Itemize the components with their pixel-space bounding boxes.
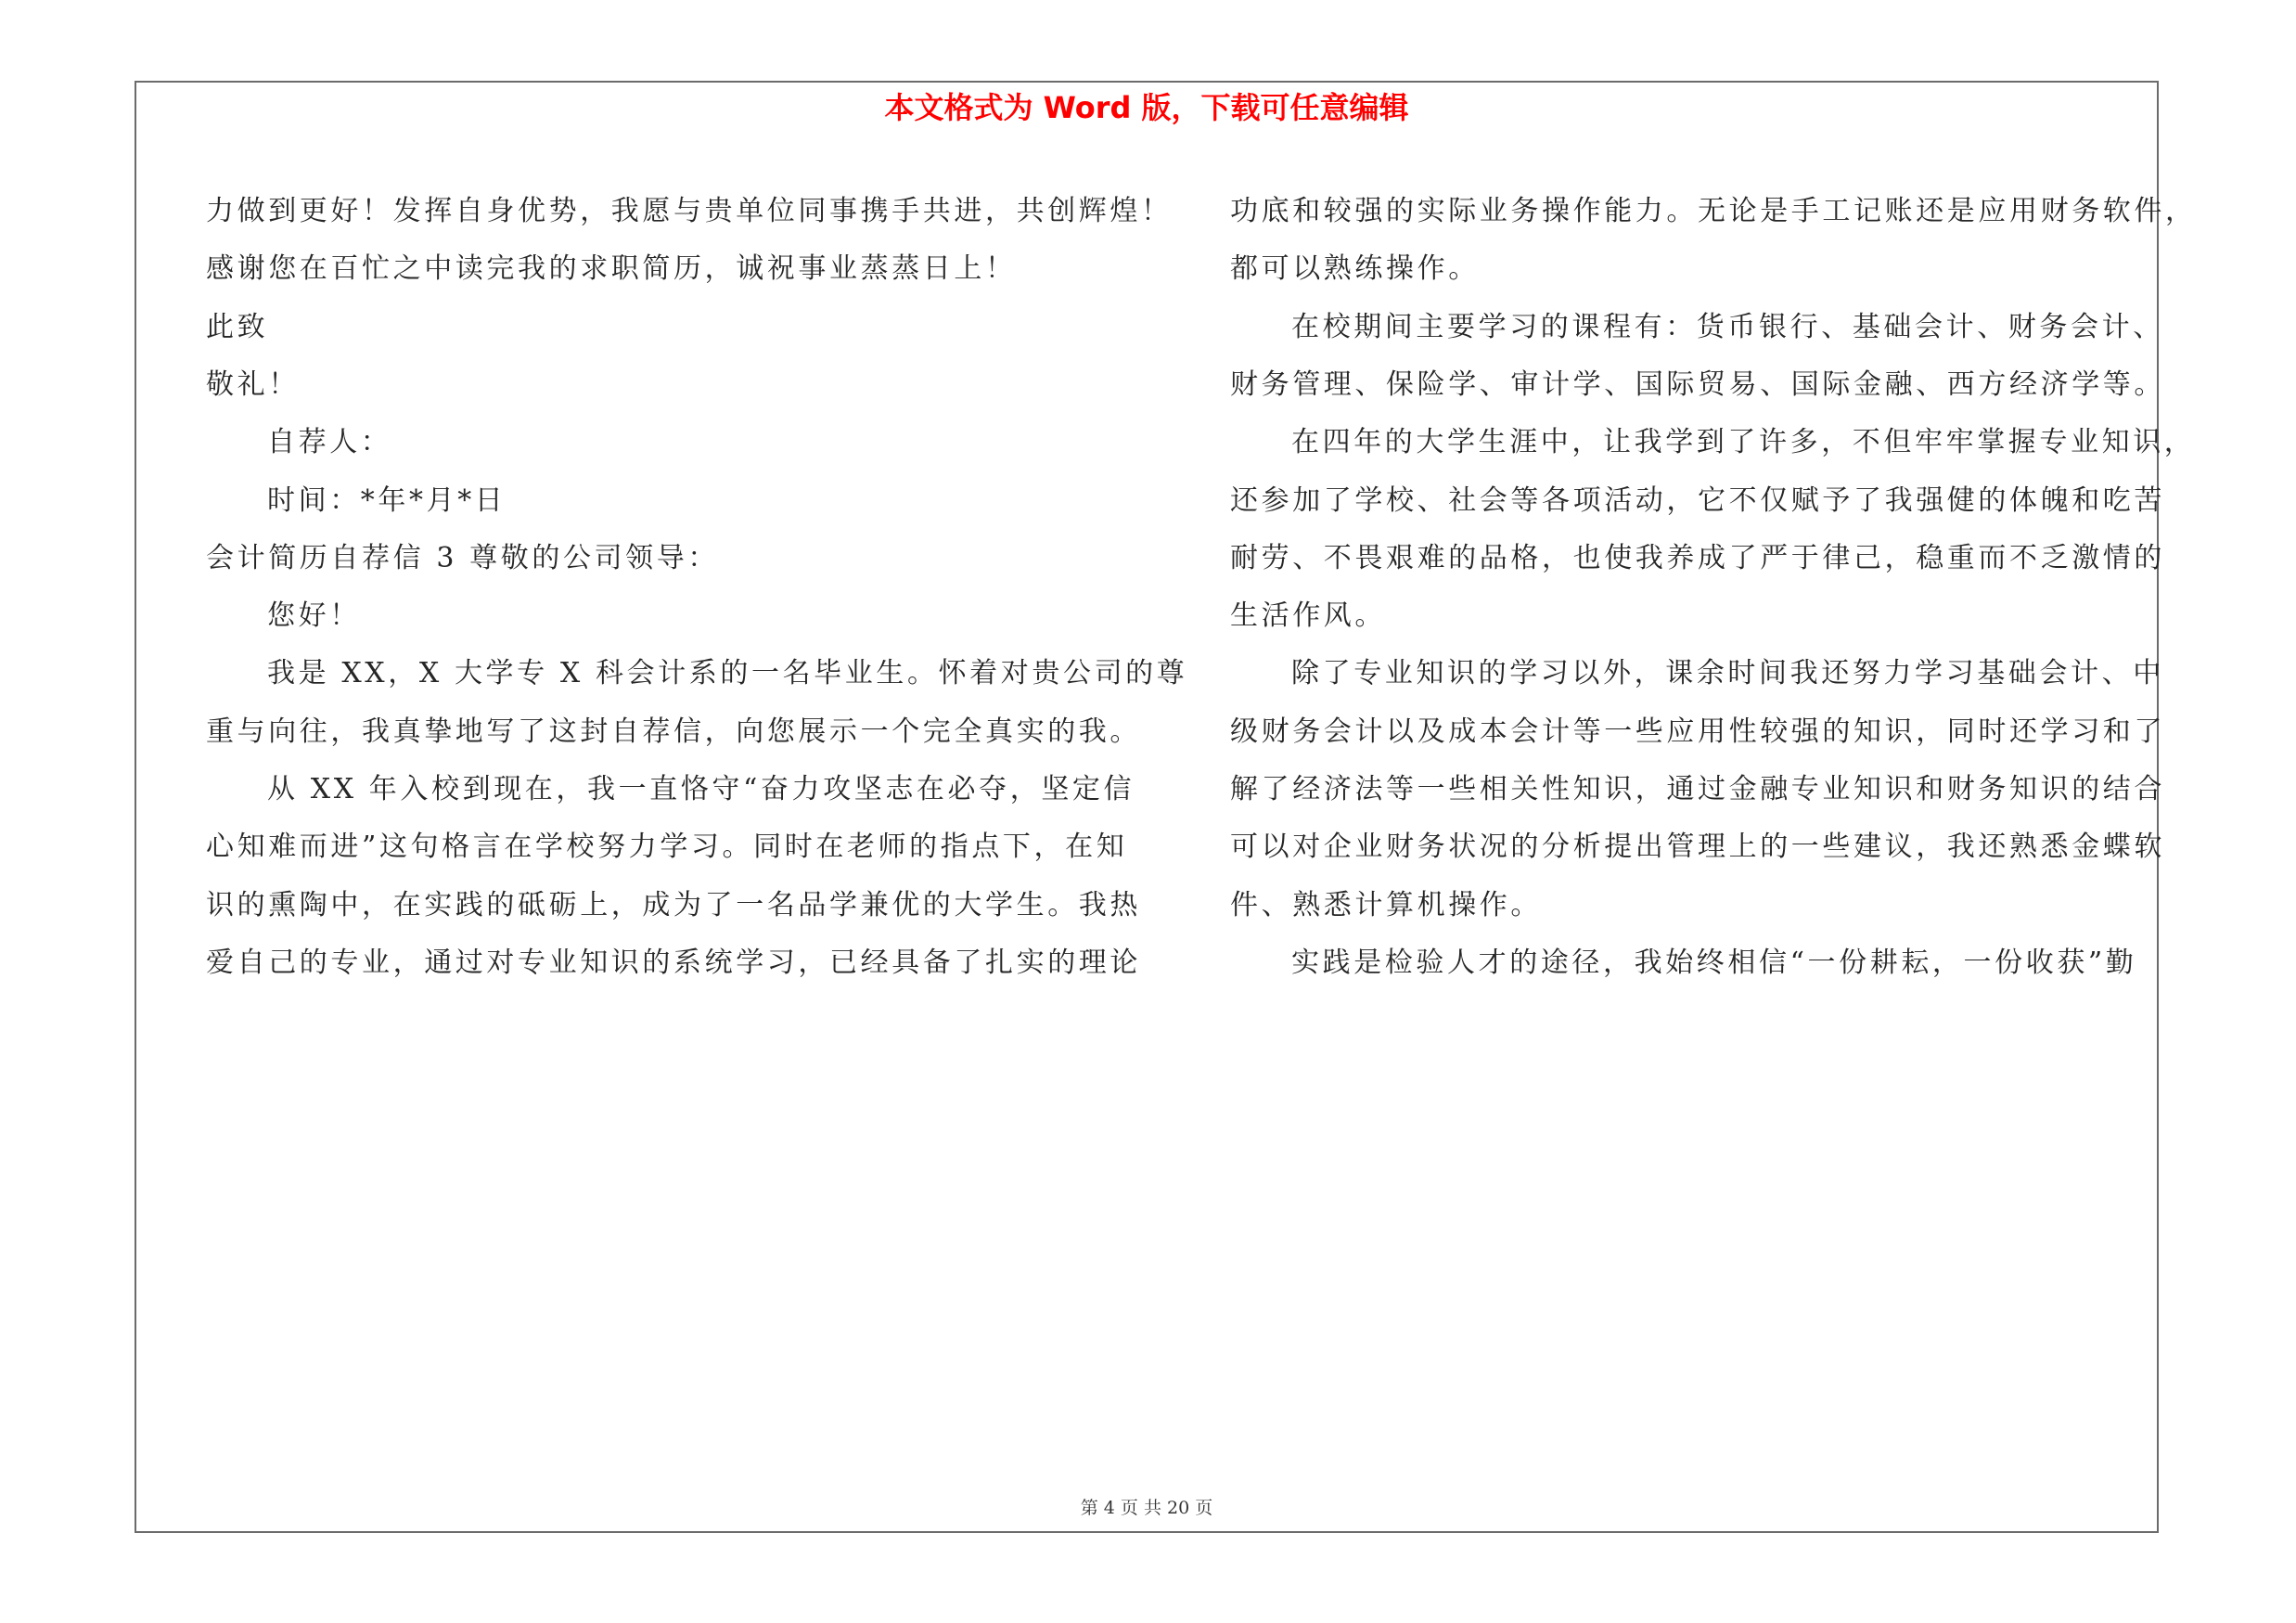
text-line: 解了经济法等一些相关性知识，通过金融专业知识和财务知识的结合 bbox=[1230, 773, 2165, 805]
text-line: 级财务会计以及成本会计等一些应用性较强的知识，同时还学习和了 bbox=[1230, 715, 2165, 748]
text-line: 会计简历自荐信 3 尊敬的公司领导： bbox=[206, 541, 719, 574]
text-line: 除了专业知识的学习以外，课余时间我还努力学习基础会计、中 bbox=[1291, 657, 2164, 690]
text-line: 财务管理、保险学、审计学、国际贸易、国际金融、西方经济学等。 bbox=[1230, 367, 2165, 401]
text-line: 可以对企业财务状况的分析提出管理上的一些建议，我还熟悉金蝶软 bbox=[1230, 831, 2165, 864]
text-line: 耐劳、不畏艰难的品格，也使我养成了严于律己，稳重而不乏激情的 bbox=[1230, 541, 2165, 574]
text-line: 实践是检验人才的途径，我始终相信“一份耕耘，一份收获”勤 bbox=[1291, 946, 2137, 979]
text-line: 自荐人： bbox=[267, 426, 392, 459]
text-line: 您好！ bbox=[267, 599, 361, 633]
text-line: 生活作风。 bbox=[1230, 599, 1386, 633]
text-line: 我是 XX，X 大学专 X 科会计系的一名毕业生。怀着对贵公司的尊 bbox=[267, 657, 1188, 690]
text-line: 重与向往，我真挚地写了这封自荐信，向您展示一个完全真实的我。 bbox=[206, 715, 1141, 748]
text-line: 识的熏陶中，在实践的砥砺上，成为了一名品学兼优的大学生。我热 bbox=[206, 888, 1141, 921]
text-line: 感谢您在百忙之中读完我的求职简历，诚祝事业蒸蒸日上！ bbox=[206, 252, 1017, 286]
text-line: 都可以熟练操作。 bbox=[1230, 252, 1480, 286]
page-footer: 第 4 页 共 20 页 bbox=[1080, 1498, 1213, 1518]
text-line: 此致 bbox=[206, 310, 269, 343]
document-banner: 本文格式为 Word 版，下载可任意编辑 bbox=[884, 90, 1409, 125]
text-line: 从 XX 年入校到现在，我一直恪守“奋力攻坚志在必夺，坚定信 bbox=[267, 773, 1135, 805]
text-line: 功底和较强的实际业务操作能力。无论是手工记账还是应用财务软件， bbox=[1230, 195, 2197, 227]
text-line: 时间：*年*月*日 bbox=[267, 483, 507, 517]
text-line: 爱自己的专业，通过对专业知识的系统学习，已经具备了扎实的理论 bbox=[206, 946, 1141, 979]
text-line: 在四年的大学生涯中，让我学到了许多，不但牢牢掌握专业知识， bbox=[1291, 426, 2196, 459]
text-line: 力做到更好！发挥自身优势，我愿与贵单位同事携手共进，共创辉煌！ bbox=[206, 195, 1173, 227]
text-line: 还参加了学校、社会等各项活动，它不仅赋予了我强健的体魄和吃苦 bbox=[1230, 483, 2165, 517]
text-line: 敬礼！ bbox=[206, 367, 300, 401]
text-line: 在校期间主要学习的课程有：货币银行、基础会计、财务会计、 bbox=[1291, 310, 2164, 343]
text-line: 件、熟悉计算机操作。 bbox=[1230, 888, 1542, 921]
text-line: 心知难而进”这句格言在学校努力学习。同时在老师的指点下，在知 bbox=[206, 831, 1128, 864]
